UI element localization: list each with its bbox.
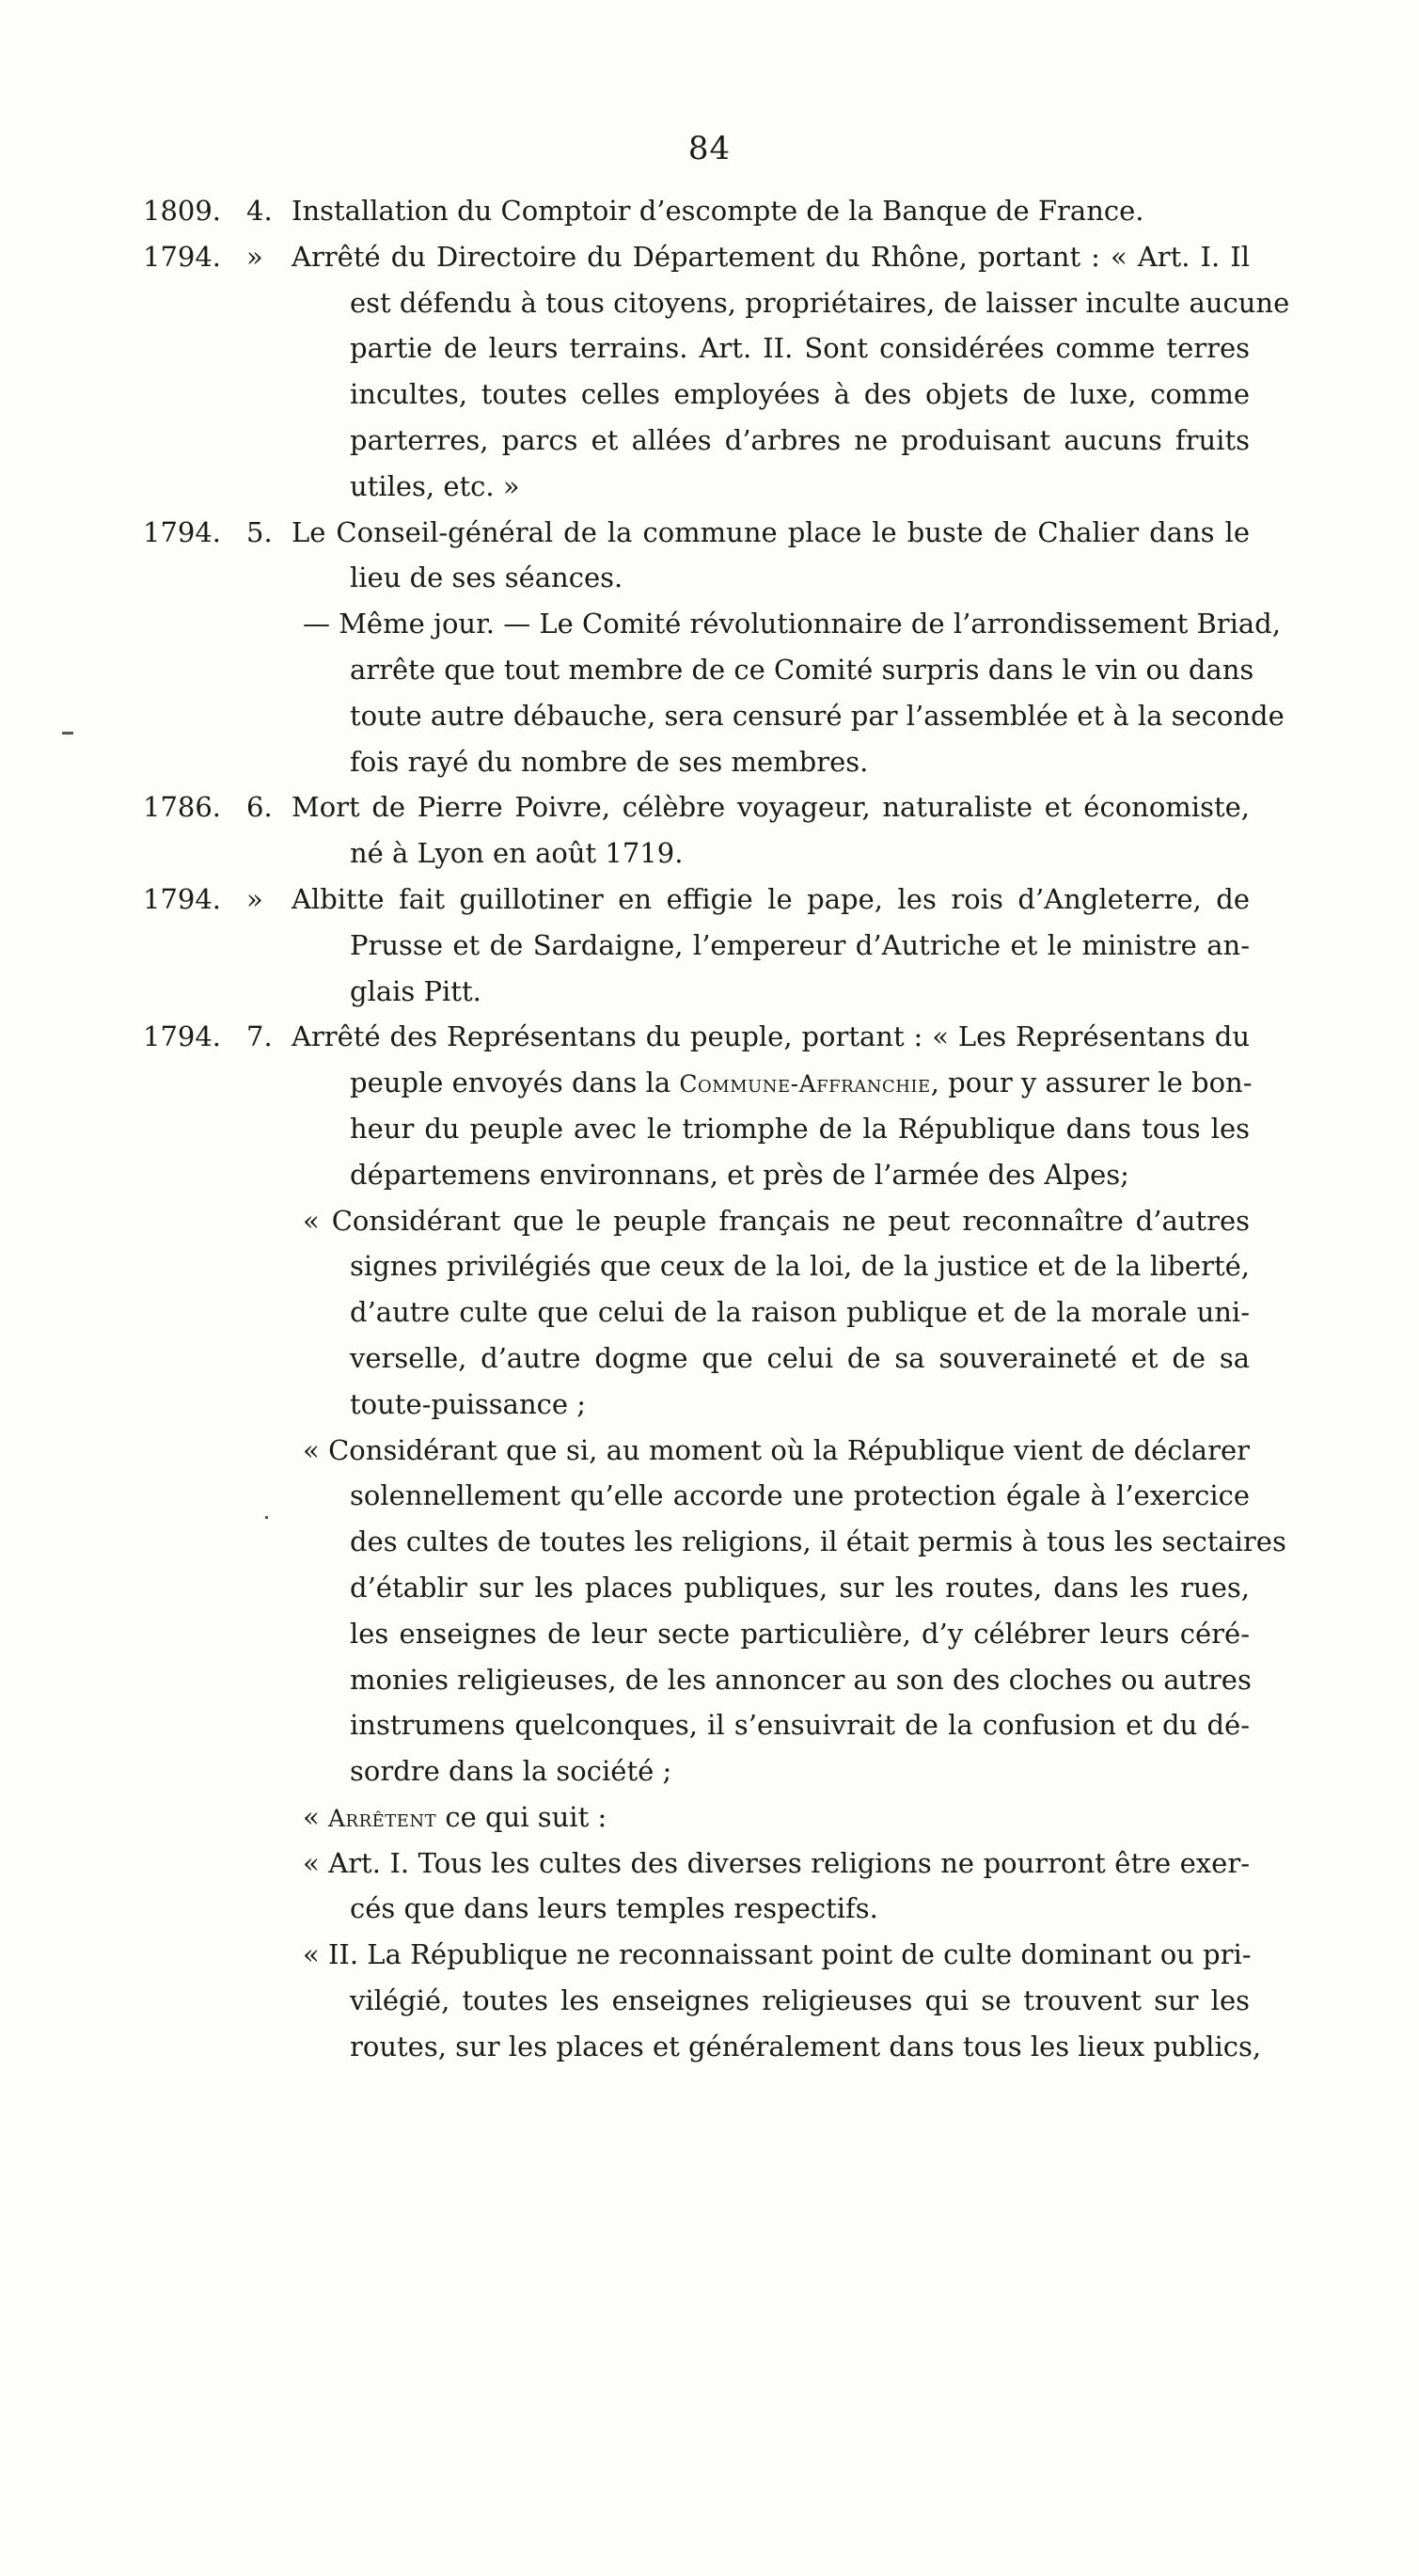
entry-day: 5. — [246, 515, 273, 548]
entry-text — [303, 1794, 1250, 1842]
entry-line — [0, 923, 1419, 969]
chronology-entry — [0, 510, 1419, 785]
entry-text — [350, 1060, 1253, 1108]
entry-line — [0, 784, 1419, 830]
entry-text: monies religieuses, de les annoncer au son des cloches ou autres — [350, 1663, 1252, 1696]
entry-line — [0, 1519, 1419, 1565]
entry-text: né à Lyon en août 1719. — [350, 837, 684, 870]
entry-day: » — [246, 240, 263, 273]
entry-line — [0, 1152, 1419, 1198]
entry-line — [0, 1473, 1419, 1519]
entry-text: toute autre débauche, sera censuré par l’assemblée et à la seconde — [350, 699, 1285, 732]
entry-line — [0, 188, 1419, 234]
entry-line — [0, 1198, 1419, 1244]
entry-line — [0, 1014, 1419, 1060]
entry-text: solennellement qu’elle accorde une protection égale à l’exercice — [350, 1479, 1250, 1512]
entry-line — [0, 325, 1419, 371]
entry-year: 1794. — [143, 515, 222, 548]
entry-text: des cultes de toutes les religions, il était permis à tous les sectaires — [350, 1525, 1286, 1558]
entry-text: « II. La République ne reconnaissant point de culte dominant ou pri- — [303, 1938, 1252, 1971]
entry-line — [0, 1748, 1419, 1794]
entry-text: Albitte fait guillotiner en effigie le pape, les rois d’Angleterre, de — [292, 882, 1250, 915]
page-number: 84 — [687, 130, 732, 167]
entry-text: les enseignes de leur secte particulière, d’y célébrer leurs céré- — [350, 1617, 1250, 1650]
entry-text: routes, sur les places et généralement dans tous les lieux publics, — [350, 2030, 1262, 2062]
entry-line — [0, 1106, 1419, 1152]
entry-text: glais Pitt. — [350, 974, 481, 1007]
chronology-entry — [0, 188, 1419, 234]
entry-line — [0, 1335, 1419, 1382]
entry-text: cés que dans leurs temples respectifs. — [350, 1892, 878, 1925]
entry-year: 1794. — [143, 1020, 222, 1053]
entry-text: d’autre culte que celui de la raison publique et de la morale uni- — [350, 1296, 1250, 1329]
entry-text: partie de leurs terrains. Art. II. Sont considérées comme terres — [350, 332, 1250, 365]
entry-line — [0, 693, 1419, 739]
entry-day: 7. — [246, 1020, 273, 1053]
text-run: peuple envoyés dans la — [350, 1067, 680, 1099]
entry-text: incultes, toutes celles employées à des objets de luxe, comme — [350, 378, 1250, 411]
entry-line — [0, 1886, 1419, 1932]
entry-text: « Art. I. Tous les cultes des diverses religions ne pourront être exer- — [303, 1846, 1250, 1879]
entry-text: heur du peuple avec le triomphe de la République dans tous les — [350, 1112, 1250, 1145]
entry-text: d’établir sur les places publiques, sur les routes, dans les rues, — [350, 1571, 1250, 1604]
entry-line — [0, 1611, 1419, 1657]
entry-line — [0, 555, 1419, 601]
text-run: « — [303, 1800, 328, 1833]
entry-text: signes privilégiés que ceux de la loi, de la justice et de la liberté, — [350, 1250, 1250, 1283]
entry-text: « Considérant que si, au moment où la République vient de déclarer — [303, 1433, 1250, 1466]
entry-line — [0, 2024, 1419, 2070]
entry-line — [0, 1657, 1419, 1703]
entry-text: arrête que tout membre de ce Comité surpris dans le vin ou dans — [350, 653, 1254, 686]
chronology-entry — [0, 877, 1419, 1014]
entry-text: Prusse et de Sardaigne, l’empereur d’Autriche et le ministre an- — [350, 928, 1250, 961]
entry-text: Le Conseil-général de la commune place le buste de Chalier dans le — [292, 515, 1250, 548]
entry-year: 1786. — [143, 791, 222, 824]
entry-text: départemens environnans, et près de l’armée des Alpes; — [350, 1158, 1129, 1191]
entry-text: « Considérant que le peuple français ne peut reconnaître d’autres — [303, 1204, 1250, 1237]
small-caps-place-name: Commune-Affranchie — [679, 1070, 931, 1098]
entry-line — [0, 1702, 1419, 1748]
entry-line — [0, 234, 1419, 280]
entry-text: verselle, d’autre dogme que celui de sa souveraineté et de sa — [350, 1341, 1250, 1374]
chronology-entry — [0, 1014, 1419, 2069]
page-content — [0, 188, 1419, 2070]
entry-text: parterres, parcs et allées d’arbres ne produisant aucuns fruits — [350, 423, 1250, 456]
chronology-entry — [0, 784, 1419, 877]
entry-line — [0, 280, 1419, 326]
entry-line — [0, 1794, 1419, 1841]
entry-line — [0, 830, 1419, 877]
entry-line — [0, 647, 1419, 693]
entry-text: sordre dans la société ; — [350, 1755, 672, 1788]
entry-text: Arrêté du Directoire du Département du Rhône, portant : « Art. I. Il — [292, 240, 1250, 273]
entry-line — [0, 510, 1419, 556]
entry-line — [0, 371, 1419, 418]
entry-line — [0, 464, 1419, 510]
entry-line — [0, 601, 1419, 647]
entry-text: vilégié, toutes les enseignes religieuses qui se trouvent sur les — [350, 1984, 1250, 2017]
chronology-entry — [0, 234, 1419, 510]
entry-text: instrumens quelconques, il s’ensuivrait de la confusion et du dé- — [350, 1709, 1250, 1742]
entry-text: toute-puissance ; — [350, 1387, 587, 1420]
entry-line — [0, 969, 1419, 1015]
text-run: , pour y assurer le bon- — [930, 1067, 1253, 1099]
text-run: ce qui suit : — [436, 1800, 607, 1833]
entry-line — [0, 1382, 1419, 1428]
entry-text: lieu de ses séances. — [350, 561, 623, 594]
entry-text: fois rayé du nombre de ses membres. — [350, 745, 869, 778]
entry-line — [0, 1289, 1419, 1335]
entry-line — [0, 739, 1419, 785]
scan-speck — [62, 732, 73, 735]
entry-line — [0, 877, 1419, 923]
small-caps-arretent: Arrêtent — [327, 1804, 437, 1832]
entry-text: Arrêté des Représentans du peuple, portant : « Les Représentans du — [292, 1020, 1250, 1053]
entry-year: 1794. — [143, 240, 222, 273]
entry-text: Installation du Comptoir d’escompte de la Banque de France. — [292, 195, 1144, 227]
entry-line — [0, 1060, 1419, 1106]
entry-day: 6. — [246, 791, 273, 824]
entry-text: utiles, etc. » — [350, 469, 520, 502]
entry-line — [0, 1243, 1419, 1289]
entry-year: 1809. — [143, 195, 222, 227]
entry-year: 1794. — [143, 882, 222, 915]
entry-text: est défendu à tous citoyens, propriétaires, de laisser inculte aucune — [350, 286, 1290, 319]
entry-line — [0, 1978, 1419, 2024]
entry-line — [0, 1428, 1419, 1474]
entry-text: Mort de Pierre Poivre, célèbre voyageur, naturaliste et économiste, — [292, 791, 1250, 824]
scan-speck — [265, 1516, 268, 1519]
entry-line — [0, 1841, 1419, 1887]
entry-line — [0, 418, 1419, 464]
entry-day: 4. — [246, 195, 273, 227]
entry-day: » — [246, 882, 263, 915]
entry-text: — Même jour. — Le Comité révolutionnaire de l’arrondissement Briad, — [303, 608, 1281, 640]
entry-line — [0, 1932, 1419, 1978]
entry-line — [0, 1565, 1419, 1611]
